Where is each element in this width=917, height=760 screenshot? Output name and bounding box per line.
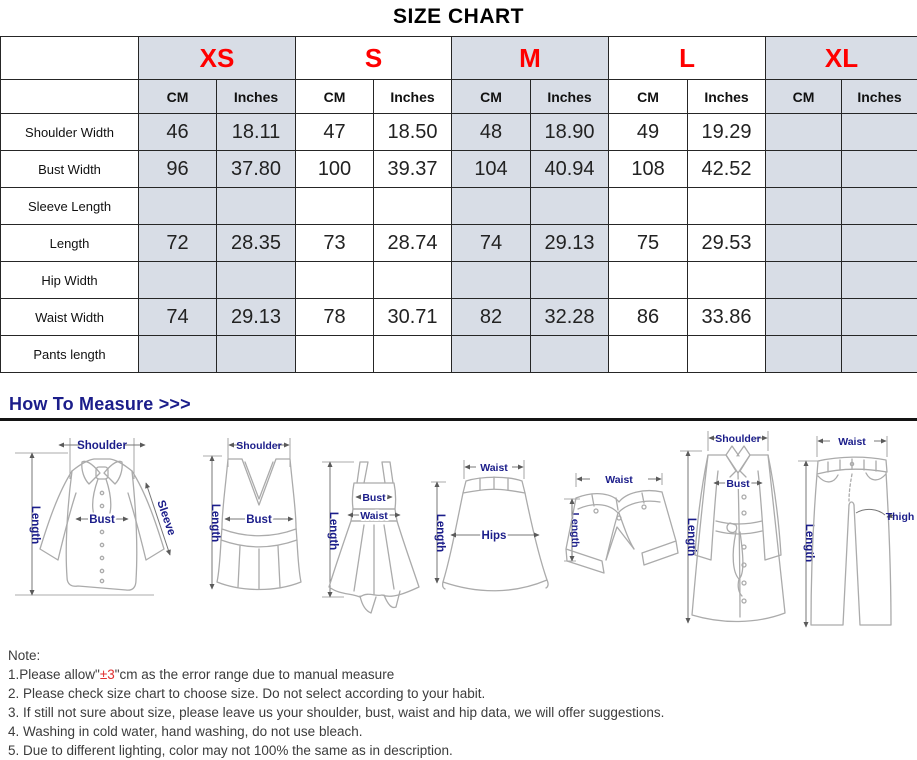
value-cell <box>766 336 842 373</box>
note-1-tolerance: ±3 <box>100 667 115 682</box>
value-cell: 82 <box>452 299 531 336</box>
table-row <box>1 299 917 336</box>
measurement-label: Waist Width <box>1 299 139 336</box>
notes-heading: Note: <box>8 646 917 665</box>
pants-figure <box>790 431 917 641</box>
value-cell <box>688 336 766 373</box>
how-to-measure-figures <box>0 421 917 640</box>
dimension-label: Shoulder <box>77 440 127 452</box>
blouse-figure <box>6 429 186 612</box>
value-cell: 104 <box>452 151 531 188</box>
value-cell: 86 <box>609 299 688 336</box>
shorts-figure <box>556 469 681 589</box>
value-cell <box>452 188 531 225</box>
value-cell: 33.86 <box>688 299 766 336</box>
value-cell <box>842 262 917 299</box>
value-cell: 19.29 <box>688 114 766 151</box>
value-cell: 72 <box>139 225 217 262</box>
dimension-label: Waist <box>480 462 508 474</box>
dimension-label: Shoulder <box>236 440 282 452</box>
value-cell <box>217 336 296 373</box>
shorts-sketch <box>556 469 681 584</box>
vest-figure <box>198 429 318 609</box>
value-cell <box>296 336 374 373</box>
dimension-label: Length <box>803 524 815 562</box>
dimension-label: Bust <box>246 514 272 526</box>
value-cell: 37.80 <box>217 151 296 188</box>
value-cell <box>609 188 688 225</box>
unit-header-cm: CM <box>452 80 531 114</box>
unit-header-inches: Inches <box>842 80 917 114</box>
dimension-label: Waist <box>605 474 633 486</box>
unit-header-cm: CM <box>296 80 374 114</box>
value-cell: 46 <box>139 114 217 151</box>
measurement-label: Sleeve Length <box>1 188 139 225</box>
value-cell <box>531 188 609 225</box>
value-cell: 29.13 <box>217 299 296 336</box>
value-cell <box>139 336 217 373</box>
size-col-header-xs: XS <box>139 37 296 80</box>
value-cell <box>296 262 374 299</box>
blouse-sketch <box>6 429 186 607</box>
value-cell: 74 <box>139 299 217 336</box>
note-line-4: 4. Washing in cold water, hand washing, do not use bleach. <box>8 722 917 741</box>
value-cell <box>374 336 452 373</box>
value-cell <box>842 225 917 262</box>
page-title: SIZE CHART <box>0 0 917 29</box>
dimension-label: Hips <box>482 530 507 542</box>
table-row <box>1 151 917 188</box>
value-cell <box>374 262 452 299</box>
value-cell: 18.11 <box>217 114 296 151</box>
dimension-label: Length <box>327 512 339 550</box>
value-cell: 74 <box>452 225 531 262</box>
value-cell: 78 <box>296 299 374 336</box>
dimension-label: Length <box>29 506 41 544</box>
dimension-label: Length <box>209 504 221 542</box>
value-cell <box>842 336 917 373</box>
unit-header-cm: CM <box>609 80 688 114</box>
unit-header-inches: Inches <box>688 80 766 114</box>
value-cell: 28.74 <box>374 225 452 262</box>
measurement-label: Hip Width <box>1 262 139 299</box>
dress-figure <box>316 447 431 627</box>
value-cell <box>842 151 917 188</box>
size-col-header-s: S <box>296 37 452 80</box>
size-col-header-xl: XL <box>766 37 917 80</box>
value-cell: 29.13 <box>531 225 609 262</box>
notes-section <box>8 646 917 760</box>
dimension-label: Bust <box>362 492 386 504</box>
measurement-label: Length <box>1 225 139 262</box>
note-line-1 <box>8 665 917 684</box>
unit-header-row <box>1 80 917 114</box>
table-row <box>1 336 917 373</box>
coat-figure <box>676 427 801 637</box>
vest-sketch <box>198 429 318 604</box>
value-cell: 40.94 <box>531 151 609 188</box>
table-row <box>1 114 917 151</box>
value-cell <box>531 336 609 373</box>
size-chart-table <box>0 36 917 373</box>
value-cell <box>609 262 688 299</box>
note-line-5: 5. Due to different lighting, color may not 100% the same as in description. <box>8 741 917 760</box>
value-cell: 18.50 <box>374 114 452 151</box>
value-cell <box>609 336 688 373</box>
corner-cell <box>1 37 139 80</box>
value-cell: 28.35 <box>217 225 296 262</box>
note-line-2: 2. Please check size chart to choose size. Do not select according to your habit. <box>8 684 917 703</box>
value-cell <box>531 262 609 299</box>
skirt-figure <box>428 455 563 610</box>
note-1-pre: 1.Please allow" <box>8 667 100 682</box>
value-cell <box>766 225 842 262</box>
skirt-sketch <box>428 455 563 605</box>
value-cell <box>374 188 452 225</box>
unit-header-inches: Inches <box>531 80 609 114</box>
unit-header-cm: CM <box>139 80 217 114</box>
value-cell: 75 <box>609 225 688 262</box>
value-cell <box>842 188 917 225</box>
value-cell: 32.28 <box>531 299 609 336</box>
dimension-label: Sleeve <box>154 499 177 537</box>
value-cell: 96 <box>139 151 217 188</box>
value-cell <box>766 188 842 225</box>
value-cell: 42.52 <box>688 151 766 188</box>
dimension-label: Bust <box>89 514 115 526</box>
pants-sketch <box>790 431 917 636</box>
value-cell <box>688 262 766 299</box>
value-cell <box>452 336 531 373</box>
table-row <box>1 262 917 299</box>
note-line-3: 3. If still not sure about size, please leave us your shoulder, bust, waist and hip data, we will offer suggestions. <box>8 703 917 722</box>
dimension-label: Length <box>569 513 581 548</box>
size-header-row <box>1 37 917 80</box>
value-cell <box>766 299 842 336</box>
value-cell: 39.37 <box>374 151 452 188</box>
size-table-body <box>1 114 917 373</box>
value-cell <box>766 114 842 151</box>
table-row <box>1 188 917 225</box>
measurement-label: Bust Width <box>1 151 139 188</box>
value-cell: 108 <box>609 151 688 188</box>
corner-cell <box>1 80 139 114</box>
value-cell: 49 <box>609 114 688 151</box>
value-cell: 18.90 <box>531 114 609 151</box>
dimension-label: Waist <box>838 436 866 448</box>
value-cell: 100 <box>296 151 374 188</box>
value-cell <box>217 188 296 225</box>
dimension-label: Waist <box>360 510 388 522</box>
value-cell <box>766 262 842 299</box>
measurement-label: Pants length <box>1 336 139 373</box>
note-1-post: "cm as the error range due to manual measure <box>115 667 394 682</box>
value-cell: 48 <box>452 114 531 151</box>
dimension-label: Thigh <box>886 511 915 523</box>
value-cell <box>842 114 917 151</box>
value-cell <box>217 262 296 299</box>
value-cell: 47 <box>296 114 374 151</box>
how-to-measure-heading: How To Measure >>> <box>9 394 917 415</box>
unit-header-cm: CM <box>766 80 842 114</box>
value-cell <box>766 151 842 188</box>
value-cell <box>296 188 374 225</box>
value-cell <box>452 262 531 299</box>
value-cell <box>139 188 217 225</box>
table-row <box>1 225 917 262</box>
dimension-label: Shoulder <box>715 433 761 445</box>
coat-sketch <box>676 427 801 632</box>
measurement-label: Shoulder Width <box>1 114 139 151</box>
value-cell <box>688 188 766 225</box>
dimension-label: Bust <box>726 478 750 490</box>
unit-header-inches: Inches <box>217 80 296 114</box>
dress-sketch <box>316 447 431 622</box>
dimension-label: Length <box>434 514 446 552</box>
value-cell: 30.71 <box>374 299 452 336</box>
size-col-header-m: M <box>452 37 609 80</box>
size-col-header-l: L <box>609 37 766 80</box>
value-cell <box>139 262 217 299</box>
value-cell: 29.53 <box>688 225 766 262</box>
value-cell: 73 <box>296 225 374 262</box>
value-cell <box>842 299 917 336</box>
dimension-label: Length <box>685 518 697 556</box>
unit-header-inches: Inches <box>374 80 452 114</box>
